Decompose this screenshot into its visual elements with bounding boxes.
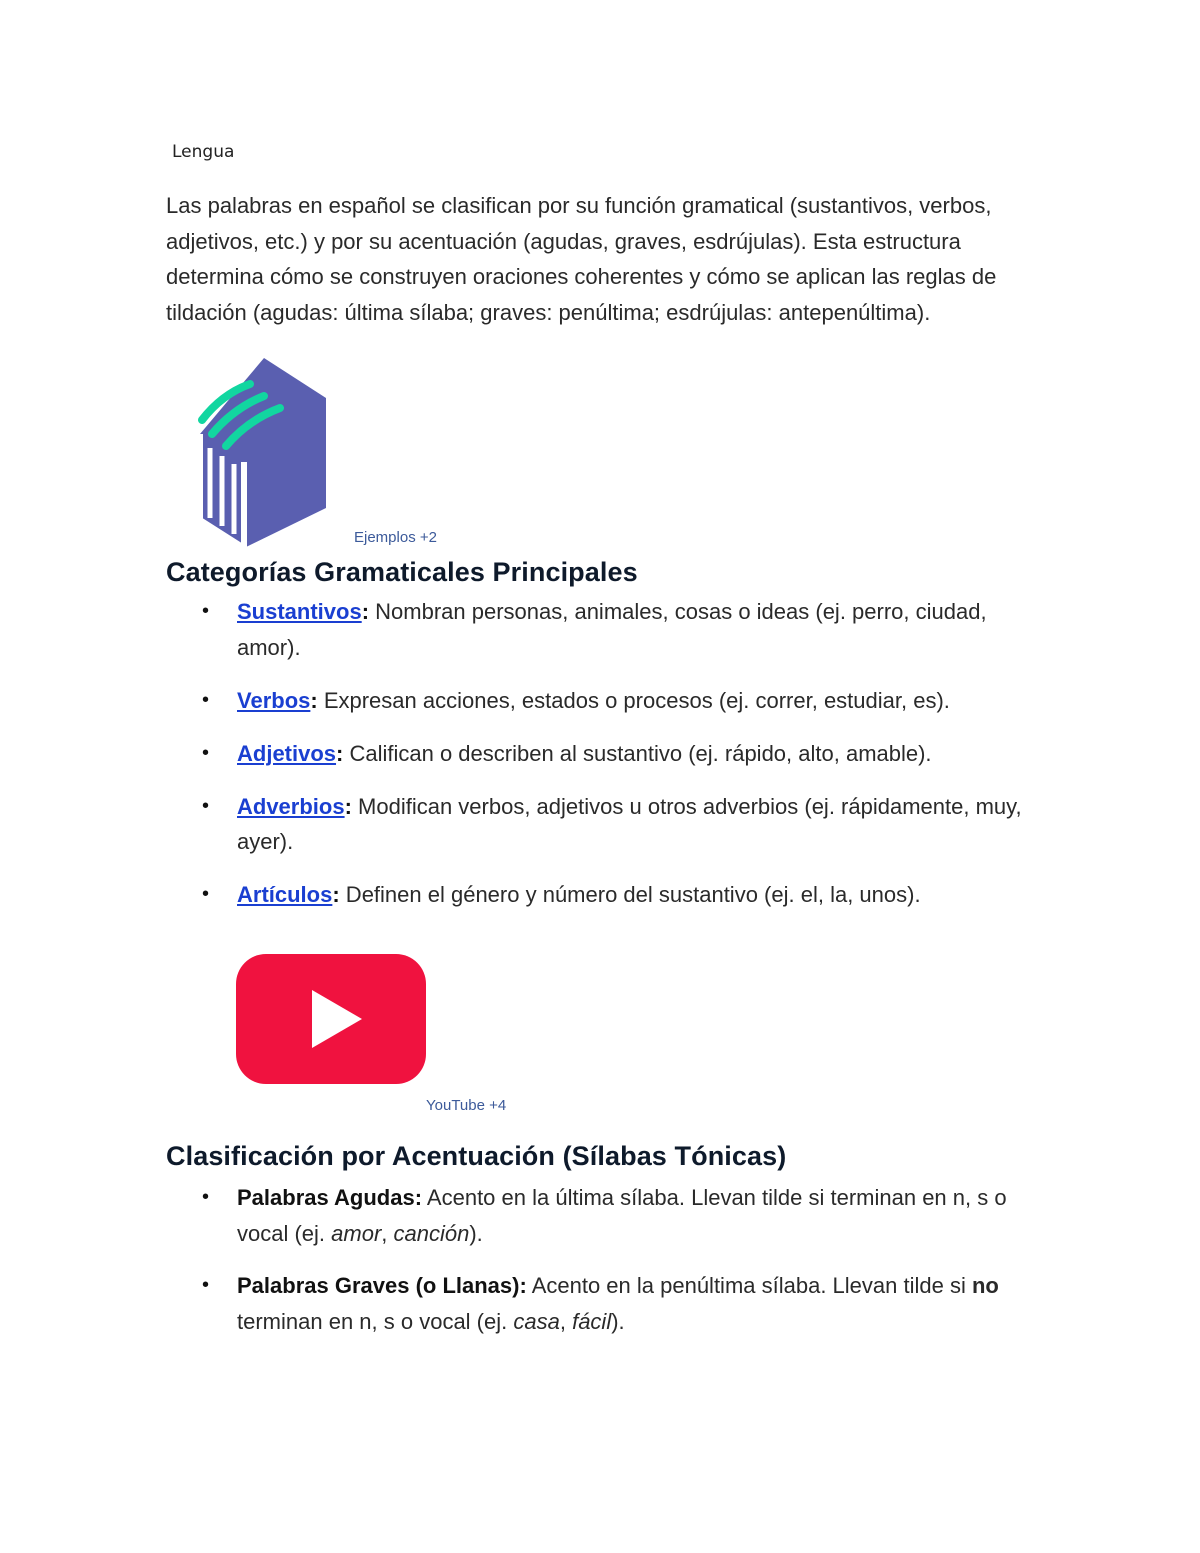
book-icon[interactable] [192, 358, 332, 548]
term-link-verbos[interactable]: Verbos [237, 687, 311, 713]
section-heading-accentuation: Clasificación por Acentuación (Sílabas Tónicas) [166, 1141, 787, 1171]
term-link-articulos[interactable]: Artículos [237, 882, 333, 907]
list-item: • Adjetivos: Califican o describen al sustantivo (ej. rápido, alto, amable). [198, 736, 1048, 772]
term-agudas: Palabras Agudas: [237, 1185, 423, 1210]
figure-caption-examples[interactable]: Ejemplos +2 [354, 529, 437, 546]
item-text: Expresan acciones, estados o procesos (ej. correr, estudiar, es). [317, 687, 950, 713]
term-graves: Palabras Graves (o Llanas): [237, 1273, 527, 1298]
item-text: Definen el género y número del sustantivo (ej. el, la, unos). [339, 882, 921, 907]
list-item: • Artículos: Definen el género y número del sustantivo (ej. el, la, unos). [198, 877, 1048, 913]
list-item: • Adverbios: Modifican verbos, adjetivos u otros adverbios (ej. rápidamente, muy, ayer). [198, 789, 1048, 860]
example-word: canción [393, 1220, 470, 1246]
bullet: • [202, 688, 210, 711]
bullet: • [202, 1186, 210, 1208]
list-item-graves: • Palabras Graves (o Llanas): Acento en la penúltima sílaba. Llevan tilde si no terminan en n, s o vocal (ej. casa, fácil). [198, 1268, 1048, 1339]
item-text: Califican o describen al sustantivo (ej. rápido, alto, amable). [343, 740, 932, 766]
term-link-adjetivos[interactable]: Adjetivos [237, 740, 337, 766]
categories-list [198, 594, 1048, 930]
item-text: Nombran personas, animales, cosas o ideas (ej. perro, ciudad, amor). [237, 599, 987, 660]
list-item: • Sustantivos: Nombran personas, animales, cosas o ideas (ej. perro, ciudad, amor). [198, 594, 1048, 665]
list-item: • Verbos: Expresan acciones, estados o procesos (ej. correr, estudiar, es). [198, 683, 1048, 719]
intro-paragraph: Las palabras en español se clasifican por su función gramatical (sustantivos, verbos, adjetivos, etc.) y por su acentuación (agudas, graves, esdrújulas). Esta estructura determina cómo se construyen oraciones coherentes y cómo se aplican las reglas de tildación (agudas: última sílaba; graves: penúltima; esdrújulas: antepenúltima). [166, 193, 997, 325]
example-word: casa [513, 1308, 560, 1334]
term-link-sustantivos[interactable]: Sustantivos [237, 599, 362, 624]
bullet: • [202, 1274, 210, 1296]
bullet: • [202, 794, 210, 817]
document-subject: Lengua [172, 142, 235, 162]
list-item-agudas: • Palabras Agudas: Acento en la última sílaba. Llevan tilde si terminan en n, s o vocal (ej. amor, canción). [198, 1180, 1048, 1251]
youtube-play-icon[interactable] [234, 950, 430, 1088]
section-heading-categories: Categorías Gramaticales Principales [166, 557, 638, 587]
item-text: Modifican verbos, adjetivos u otros adverbios (ej. rápidamente, muy, ayer). [237, 793, 1022, 854]
figure-caption-youtube[interactable]: YouTube +4 [426, 1097, 507, 1114]
bullet: • [202, 600, 210, 622]
bullet: • [202, 883, 210, 905]
term-link-adverbios[interactable]: Adverbios [237, 793, 345, 819]
example-word: fácil [572, 1308, 612, 1334]
accentuation-list [198, 1180, 1048, 1356]
bullet: • [202, 741, 210, 764]
example-word: amor [331, 1220, 382, 1246]
emphasis-no: no [971, 1273, 999, 1298]
